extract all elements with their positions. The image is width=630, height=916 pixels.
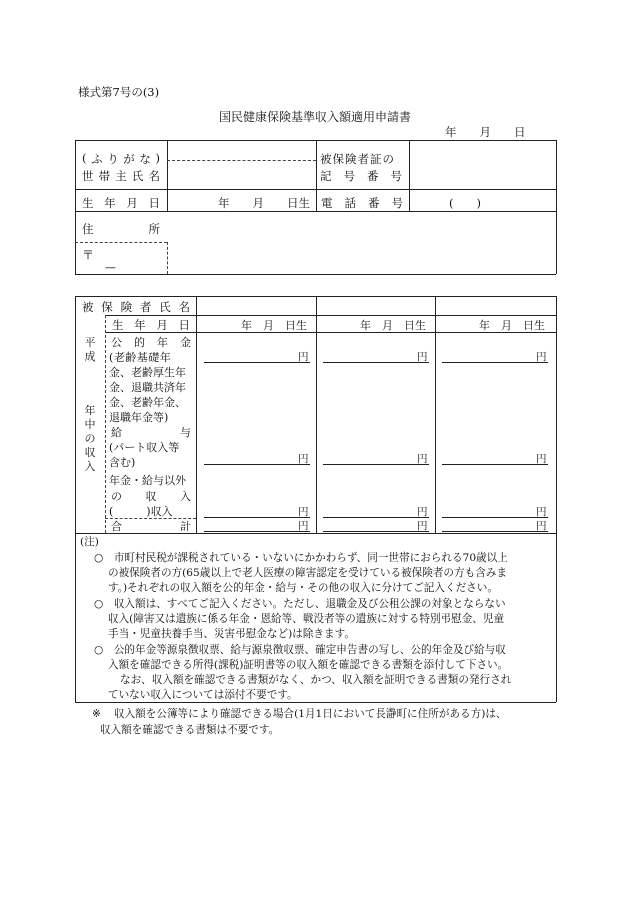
date-top: 年 月 日 (445, 125, 526, 139)
phone-value: ( ) (449, 196, 481, 210)
birth-col-3: 年 月 日生 (479, 319, 545, 332)
card-label-1: 被保険者証の (320, 152, 395, 166)
postal-dash: — (105, 261, 116, 274)
birth-col-1: 年 月 日生 (241, 319, 307, 332)
phone-label: 電 話 番 号 (321, 196, 403, 210)
insured-birth-label: 生 年 月 日 (112, 318, 190, 332)
footer-line-1: 収入額を公簿等により確認できる場合(1月1日において長瀞町に住所がある方)は、 (114, 708, 507, 720)
footer-line-2: 収入額を確認できる書類は不要です。 (100, 724, 280, 736)
furigana-label: ( ふ り が な ) (82, 151, 160, 166)
side-income: 年中の収入 (84, 404, 96, 473)
note-1: ○ 市町村民税が課税されている・いないにかかわらず、同一世帯におられる70歳以上 (94, 552, 508, 564)
pension-label: 公 的 年 金 (111, 336, 191, 349)
card-label-2: 記 号 番 号 (320, 169, 402, 183)
insured-name-label: 被 保 険 者 氏 名 (82, 300, 190, 314)
birth-label: 生 年 月 日 (82, 196, 160, 210)
note-2: ○ 収入額は、すべてご記入ください。ただし、退職金及び公租公課の対象とならない (94, 598, 506, 610)
total-label: 合 計 (111, 520, 191, 533)
birth-value: 年 月 日生 (218, 196, 310, 210)
birth-col-2: 年 月 日生 (360, 319, 426, 332)
page-title: 国民健康保険基準収入額適用申請書 (219, 110, 412, 124)
head-name-label: 世 帯 主 氏 名 (82, 169, 160, 183)
note-3: ○ 公的年金等源泉徴収票、給与源泉徴収票、確定申告書の写し、公的年金及び給与収 (94, 644, 506, 656)
other-label: 年金・給与以外 (109, 474, 186, 487)
postal-mark: 〒 (82, 248, 95, 262)
footer-mark: ※ (92, 708, 101, 720)
form-number: 様式第7号の(3) (78, 85, 160, 99)
address-label: 住 所 (82, 222, 160, 236)
side-heisei: 平成 (84, 336, 96, 363)
salary-label: 給 与 (111, 426, 191, 439)
notes-header: (注) (80, 536, 99, 548)
